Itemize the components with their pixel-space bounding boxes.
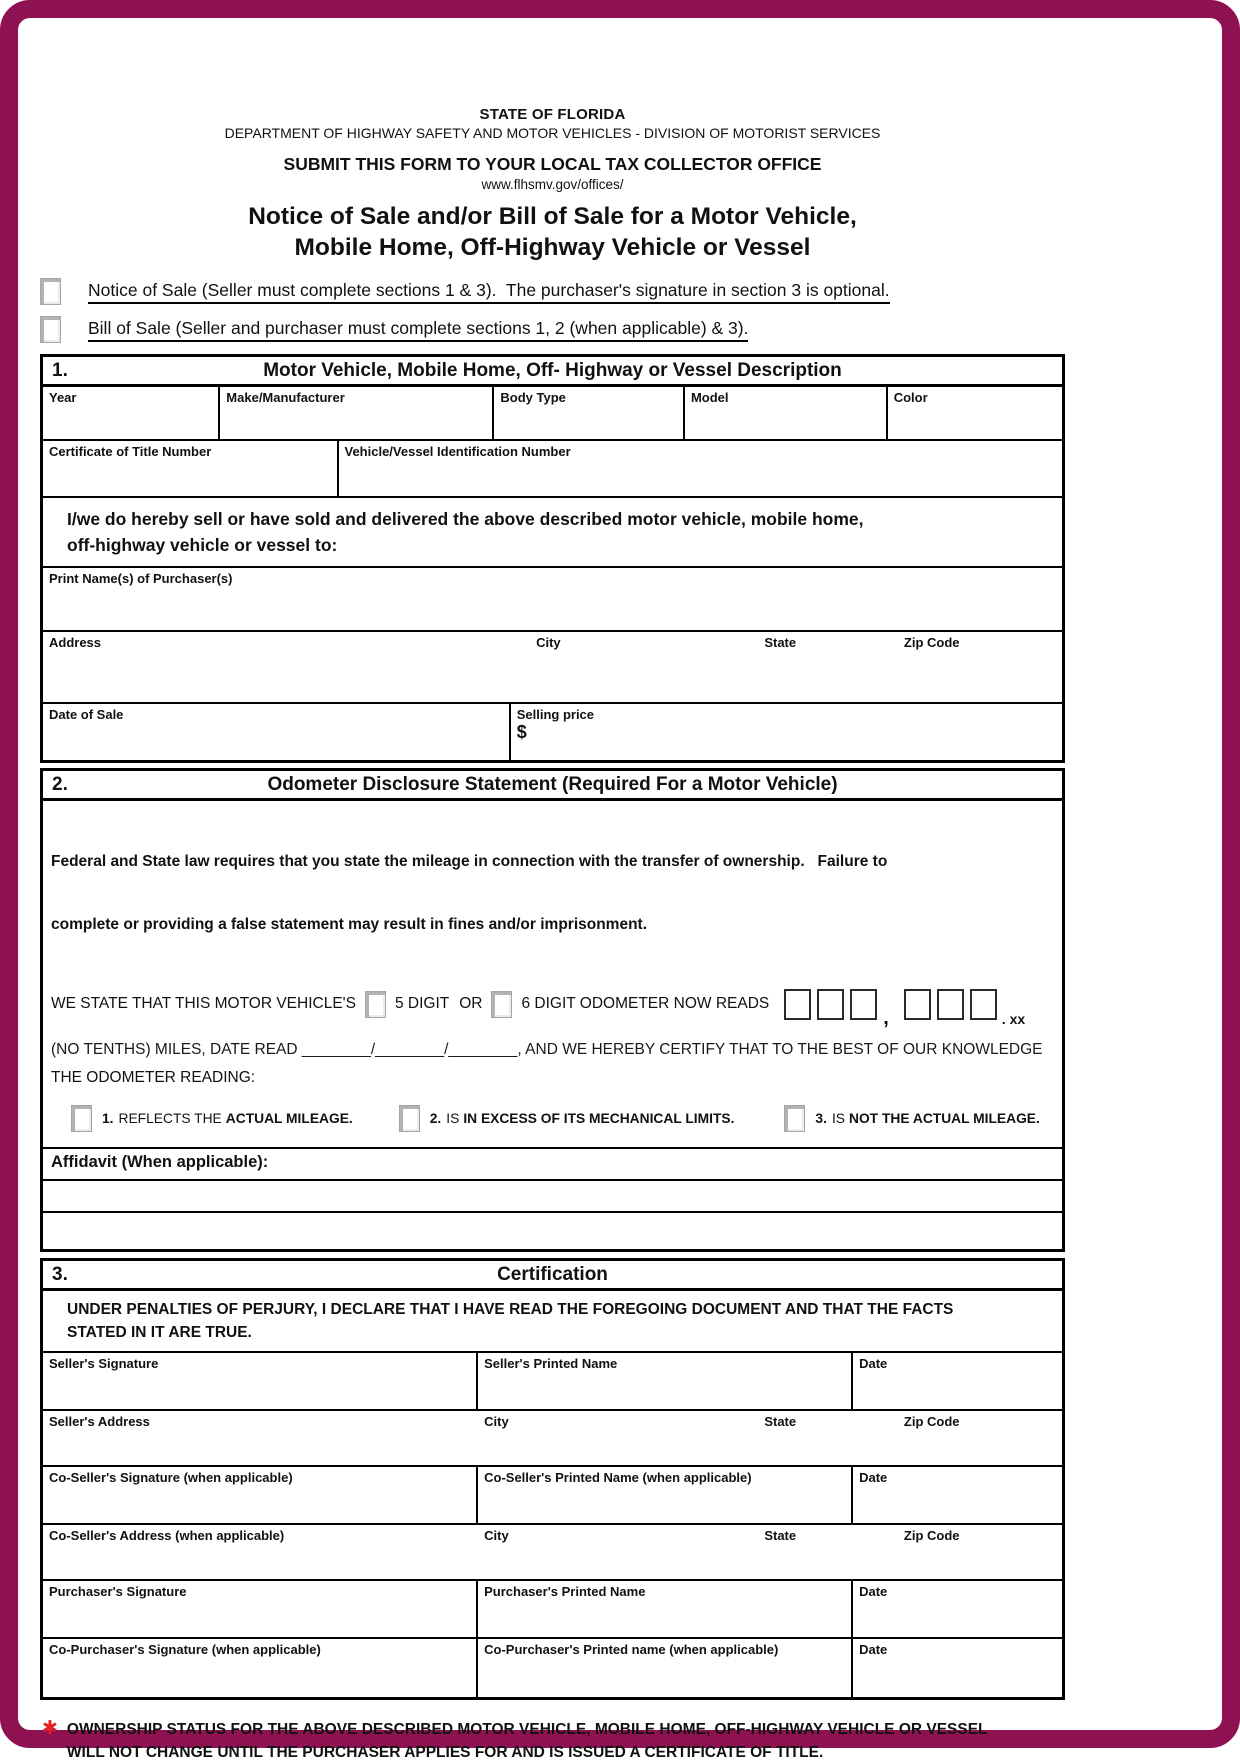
year-field[interactable] (43, 387, 220, 439)
date-price-row (43, 704, 1062, 760)
actual-mileage-checkbox[interactable] (71, 1105, 92, 1132)
seller-address-row (43, 1411, 1062, 1467)
odometer-digit-box[interactable] (970, 989, 997, 1020)
asterisk-icon: ✱ (42, 1718, 58, 1739)
section-3-title: Certification (497, 1263, 608, 1285)
odometer-statement-2 (399, 1105, 735, 1132)
co-seller-address-row (43, 1525, 1062, 1581)
co-purchaser-signature-row (43, 1639, 1062, 1697)
odometer-law-line2: complete or providing a false statement may result in fines and/or imprisonment. (51, 916, 648, 933)
affidavit-line-2[interactable] (43, 1213, 1062, 1249)
co-purchaser-signature-field[interactable] (43, 1639, 478, 1697)
co-seller-state-field[interactable] (758, 1525, 898, 1579)
date-of-sale-label: Date of Sale (49, 707, 124, 722)
co-seller-city-field[interactable] (478, 1525, 758, 1579)
section-2 (40, 768, 1065, 1252)
bill-of-sale-label: Bill of Sale (Seller and purchaser must complete sections 1, 2 (when applicable) & 3). (88, 317, 748, 342)
seller-city-label: City (484, 1414, 509, 1429)
affidavit-line-1[interactable] (43, 1181, 1062, 1213)
seller-zip-label: Zip Code (903, 1414, 960, 1429)
form-title-line1: Notice of Sale and/or Bill of Sale for a Motor Vehicle, (248, 203, 857, 230)
odometer-digit-box[interactable] (904, 989, 931, 1020)
vin-field[interactable] (339, 441, 1062, 496)
ownership-status-note (40, 1718, 1065, 1764)
dollar-sign: $ (516, 722, 527, 742)
color-field[interactable] (888, 387, 1062, 439)
co-seller-printed-name-label: Co-Seller's Printed Name (when applicable) (484, 1470, 752, 1485)
section-1-header (43, 357, 1062, 387)
seller-printed-name-label: Seller's Printed Name (484, 1356, 618, 1371)
year-label: Year (49, 390, 77, 405)
seller-zip-field[interactable] (898, 1411, 1062, 1465)
state-title: STATE OF FLORIDA (479, 106, 626, 123)
statement-1-text: REFLECTS THE (118, 1110, 222, 1126)
odometer-statement-1 (71, 1105, 353, 1132)
odometer-law-line1: Federal and State law requires that you state the mileage in connection with the transfer of ownership. Failure to (51, 853, 888, 870)
seller-signature-label: Seller's Signature (49, 1356, 159, 1371)
odometer-block (43, 801, 1062, 1149)
model-field[interactable] (685, 387, 888, 439)
perjury-line2: STATED IN IT ARE TRUE. (67, 1324, 252, 1341)
odometer-digit-box[interactable] (817, 989, 844, 1020)
notice-of-sale-checkbox[interactable] (40, 278, 61, 305)
color-label: Color (893, 390, 928, 405)
purchaser-address-row (43, 632, 1062, 704)
ownership-status-line1: OWNERSHIP STATUS FOR THE ABOVE DESCRIBED MOTOR VEHICLE, MOBILE HOME, OFF-HIGHWAY VEHICLE OR VESSEL (66, 1721, 988, 1738)
tenths-suffix: . xx (1001, 1011, 1026, 1027)
odometer-reading-line: THE ODOMETER READING: (51, 1069, 256, 1086)
seller-date-field[interactable] (853, 1353, 1062, 1409)
statement-2-text: IS (446, 1110, 460, 1126)
five-digit-checkbox[interactable] (365, 991, 386, 1018)
purchaser-signature-row (43, 1581, 1062, 1639)
co-seller-state-label: State (764, 1528, 797, 1543)
seller-printed-name-field[interactable] (478, 1353, 853, 1409)
body-type-label: Body Type (500, 390, 566, 405)
zip-field[interactable] (898, 632, 1062, 702)
or-label: OR (459, 995, 483, 1012)
section-1-number: 1. (52, 360, 68, 381)
city-label: City (536, 635, 561, 650)
selling-price-label: Selling price (516, 707, 595, 722)
date-read-line: (NO TENTHS) MILES, DATE READ ________/________/________, AND WE HEREBY CERTIFY THAT TO THE BEST OF OUR KNOWLEDGE (51, 1041, 1043, 1058)
statement-3-bold-text: NOT THE ACTUAL MILEAGE. (848, 1110, 1040, 1126)
co-purchaser-date-label: Date (859, 1642, 888, 1657)
make-label: Make/Manufacturer (226, 390, 345, 405)
co-seller-zip-field[interactable] (898, 1525, 1062, 1579)
purchaser-printed-name-label: Purchaser's Printed Name (484, 1584, 646, 1599)
zip-label: Zip Code (903, 635, 960, 650)
bill-of-sale-option (40, 316, 1065, 343)
purchaser-signature-label: Purchaser's Signature (49, 1584, 187, 1599)
purchaser-date-label: Date (859, 1584, 888, 1599)
vin-label: Vehicle/Vessel Identification Number (344, 444, 571, 459)
reads-prefix-text: WE STATE THAT THIS MOTOR VEHICLE'S (51, 995, 356, 1012)
seller-city-field[interactable] (478, 1411, 758, 1465)
co-seller-signature-field[interactable] (43, 1467, 478, 1523)
section-3-number: 3. (52, 1264, 68, 1285)
co-seller-address-label: Co-Seller's Address (when applicable) (49, 1528, 285, 1543)
form-type-options (40, 278, 1065, 343)
state-field[interactable] (758, 632, 898, 702)
co-purchaser-signature-label: Co-Purchaser's Signature (when applicable) (49, 1642, 321, 1657)
odometer-comma: , (883, 1007, 889, 1029)
statement-3-number: 3. (815, 1110, 827, 1126)
department-title: DEPARTMENT OF HIGHWAY SAFETY AND MOTOR VEHICLES - DIVISION OF MOTORIST SERVICES (224, 125, 881, 141)
co-seller-zip-label: Zip Code (903, 1528, 960, 1543)
six-digit-checkbox[interactable] (491, 991, 512, 1018)
purchaser-name-row (43, 568, 1062, 632)
form-header (40, 106, 1065, 263)
odometer-statement-3 (784, 1105, 1039, 1132)
purchaser-date-field[interactable] (853, 1581, 1062, 1637)
bill-of-sale-checkbox[interactable] (40, 316, 61, 343)
statement-2-number: 2. (429, 1110, 442, 1126)
seller-state-field[interactable] (758, 1411, 898, 1465)
co-seller-date-field[interactable] (853, 1467, 1062, 1523)
title-vin-row (43, 441, 1062, 498)
notice-of-sale-option (40, 278, 1065, 305)
perjury-line1: UNDER PENALTIES OF PERJURY, I DECLARE THAT I HAVE READ THE FOREGOING DOCUMENT AND THAT THE FACTS (67, 1301, 954, 1318)
form-title (40, 201, 1065, 263)
co-purchaser-printed-name-label: Co-Purchaser's Printed name (when applicable) (484, 1642, 779, 1657)
statement-2-bold-text: IN EXCESS OF ITS MECHANICAL LIMITS. (463, 1110, 735, 1126)
model-label: Model (690, 390, 729, 405)
purchaser-name-field[interactable] (43, 568, 1062, 630)
five-digit-label: 5 DIGIT (394, 995, 450, 1012)
selling-price-field[interactable] (511, 704, 1062, 760)
section-2-title: Odometer Disclosure Statement (Required For a Motor Vehicle) (267, 773, 838, 795)
section-1 (40, 354, 1065, 763)
seller-address-label: Seller's Address (49, 1414, 150, 1429)
co-purchaser-date-field[interactable] (853, 1639, 1062, 1697)
title-number-label: Certificate of Title Number (49, 444, 212, 459)
sale-statement-line1: I/we do hereby sell or have sold and delivered the above described motor vehicle, mobile home, (67, 509, 864, 529)
purchaser-name-label: Print Name(s) of Purchaser(s) (49, 571, 233, 586)
seller-signature-row (43, 1353, 1062, 1411)
section-3 (40, 1258, 1065, 1700)
section-3-header (43, 1261, 1062, 1291)
purchaser-printed-name-field[interactable] (478, 1581, 853, 1637)
excess-mechanical-limits-checkbox[interactable] (399, 1105, 420, 1132)
co-seller-city-label: City (484, 1528, 509, 1543)
address-label: Address (49, 635, 102, 650)
date-of-sale-field[interactable] (43, 704, 511, 760)
notice-of-sale-label: Notice of Sale (Seller must complete sections 1 & 3). The purchaser's signature in section 3 is optional. (88, 279, 890, 304)
co-seller-printed-name-field[interactable] (478, 1467, 853, 1523)
seller-date-label: Date (859, 1356, 888, 1371)
body-type-field[interactable] (494, 387, 685, 439)
statement-3-text: IS (831, 1110, 845, 1126)
vehicle-description-row (43, 387, 1062, 441)
odometer-digit-box[interactable] (850, 989, 877, 1020)
ownership-status-line2: WILL NOT CHANGE UNTIL THE PURCHASER APPLIES FOR AND IS ISSUED A CERTIFICATE OF TITLE. (66, 1744, 824, 1761)
city-field[interactable] (530, 632, 758, 702)
not-actual-mileage-checkbox[interactable] (784, 1105, 805, 1132)
odometer-digit-group-2 (898, 989, 997, 1020)
affidavit-header-row (43, 1149, 1062, 1181)
form-body (40, 106, 1065, 1764)
odometer-digit-box[interactable] (937, 989, 964, 1020)
sale-statement (43, 498, 1062, 568)
co-seller-signature-row (43, 1467, 1062, 1525)
seller-state-label: State (764, 1414, 797, 1429)
submit-instruction: SUBMIT THIS FORM TO YOUR LOCAL TAX COLLECTOR OFFICE (283, 154, 822, 174)
state-label: State (764, 635, 797, 650)
section-2-number: 2. (52, 774, 68, 795)
seller-address-field[interactable] (43, 1411, 478, 1465)
address-field[interactable] (43, 632, 530, 702)
statement-1-bold-text: ACTUAL MILEAGE. (225, 1110, 353, 1126)
section-1-title: Motor Vehicle, Mobile Home, Off- Highway or Vessel Description (263, 359, 842, 381)
sale-statement-line2: off-highway vehicle or vessel to: (67, 535, 338, 555)
form-title-line2: Mobile Home, Off-Highway Vehicle or Vessel (294, 234, 811, 261)
odometer-statements-row (51, 1095, 1054, 1141)
six-digit-label: 6 DIGIT ODOMETER NOW READS (521, 995, 770, 1012)
co-seller-signature-label: Co-Seller's Signature (when applicable) (49, 1470, 293, 1485)
seller-signature-field[interactable] (43, 1353, 478, 1409)
make-field[interactable] (220, 387, 494, 439)
statement-1-number: 1. (102, 1110, 114, 1126)
co-seller-address-field[interactable] (43, 1525, 478, 1579)
perjury-statement (43, 1291, 1062, 1353)
odometer-digit-box[interactable] (784, 989, 811, 1020)
odometer-law-text (51, 809, 1054, 977)
website-url: www.flhsmv.gov/offices/ (481, 177, 624, 192)
purchaser-signature-field[interactable] (43, 1581, 478, 1637)
co-purchaser-printed-name-field[interactable] (478, 1639, 853, 1697)
affidavit-label: Affidavit (When applicable): (51, 1153, 269, 1171)
co-seller-date-label: Date (859, 1470, 888, 1485)
odometer-reads-row (51, 977, 1054, 1031)
ownership-status-text (67, 1718, 988, 1764)
title-number-field[interactable] (43, 441, 339, 496)
section-2-header (43, 771, 1062, 801)
odometer-digit-group-1 (778, 989, 877, 1020)
